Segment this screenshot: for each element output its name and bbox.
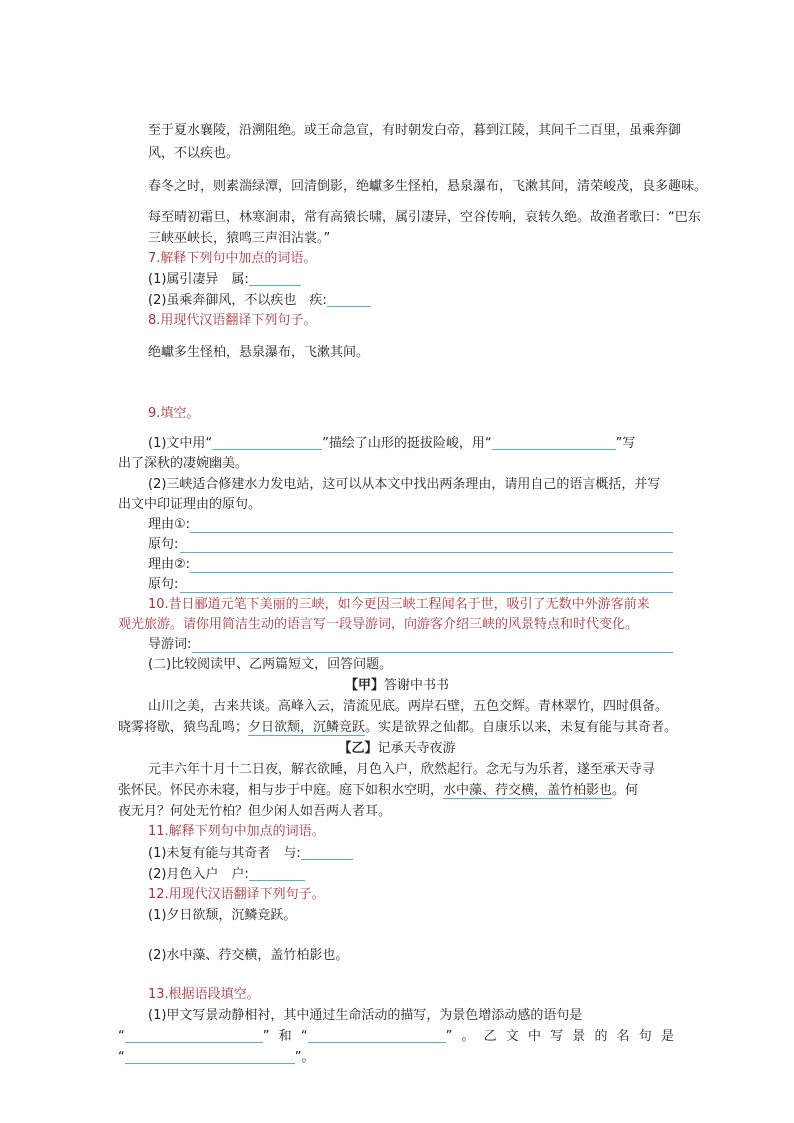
q13-line-2-b: ”和“ [262, 1029, 308, 1044]
q9-source-1-label: 原句: [148, 537, 179, 552]
q8-title: 8.用现代汉语翻译下列句子。 [148, 313, 317, 328]
yi-line-3: 夜无月？何处无竹柏？但少闲人如吾两人者耳。 [118, 804, 392, 819]
yi-mark: 【乙】 [338, 741, 378, 756]
yi-title: 记承天寺夜游 [377, 741, 456, 756]
q13-line-2 [118, 1028, 674, 1046]
yi-underlined-sentence: 水中藻、荇交横，盖竹柏影也 [443, 783, 613, 798]
q13-line-3-b: ”。 [294, 1050, 315, 1065]
q9-reason-1-line[interactable] [190, 532, 673, 533]
jia-line-2 [118, 719, 677, 737]
q9-part-2: (2)三峡适合修建水力发电站，这可以从本文中找出两条理由，请用自己的语言概括，并写 [148, 477, 661, 492]
q12-title: 12.用现代汉语翻译下列句子。 [148, 887, 325, 902]
jia-underlined-sentence: 夕日欲颓，沉鳞竞跃 [248, 720, 366, 735]
q13-line-2-c: ”。乙文中写景的名句是 [445, 1029, 674, 1044]
q10-answer-line[interactable] [192, 652, 673, 653]
q13-title: 13.根据语段填空。 [148, 987, 260, 1002]
jia-line-2-b: 。实是欲界之仙都。自康乐以来，未复有能与其奇者。 [365, 720, 678, 735]
q9-source-2-label: 原句: [148, 577, 179, 592]
passage-line-5: 三峡巫峡长，猿鸣三声泪沾裳。” [148, 231, 331, 246]
jia-line-1: 山川之美，古来共谈。高峰入云，清流见底。两岸石壁，五色交辉。青林翠竹，四时俱备。 [148, 699, 669, 714]
q12-item-2: (2)水中藻、荇交横，盖竹柏影也。 [148, 948, 349, 963]
jia-heading [0, 677, 794, 695]
q13-line-3-a: “ [118, 1050, 125, 1065]
q7-item-1-text: (1)属引凄异 属: [148, 272, 249, 287]
q9-blank-2[interactable] [492, 435, 616, 450]
q9-blank-1[interactable] [212, 435, 322, 450]
passage-line-1: 至于夏水襄陵，沿溯阻绝。或王命急宣，有时朝发白帝，暮到江陵，其间千二百里，虽乘奔御 [148, 123, 682, 138]
q9-reason-2-line[interactable] [190, 572, 673, 573]
q13-blank-2[interactable] [308, 1028, 446, 1043]
q10-line-1: 10.昔日郦道元笔下美丽的三峡，如今更因三峡工程闻名于世，吸引了无数中外游客前来 [148, 597, 650, 612]
q13-blank-3[interactable] [125, 1049, 295, 1064]
section-2-heading: (二)比较阅读甲、乙两篇短文，回答问题。 [148, 657, 393, 672]
yi-line-2 [118, 782, 638, 800]
passage-line-3: 春冬之时，则素湍绿潭，回清倒影，绝巘多生怪柏，悬泉瀑布，飞漱其间，清荣峻茂，良多趣味。 [148, 179, 708, 194]
q11-title: 11.解释下列句中加点的词语。 [148, 824, 325, 839]
q9-part-1-cont: 出了深秋的凄婉幽美。 [118, 456, 249, 471]
q11-item-1-text: (1)未复有能与其奇者 与: [148, 846, 301, 861]
q9-part-1-text-a: (1)文中用“ [148, 436, 213, 451]
q10-line-2: 观光旅游。请你用简洁生动的语言写一段导游词，向游客介绍三峡的风景特点和时代变化。 [118, 617, 639, 632]
q9-reason-1-label: 理由①: [148, 517, 191, 532]
q9-part-2-cont: 出文中印证理由的原句。 [118, 497, 262, 512]
q7-item-2 [148, 292, 371, 310]
passage-line-4: 每至晴初霜旦，林寒涧肃，常有高猿长啸，属引凄异，空谷传响，哀转久绝。故渔者歌曰：“巴东 [148, 210, 701, 225]
yi-line-1: 元丰六年十月十二日夜，解衣欲睡，月色入户，欣然起行。念无与为乐者，遂至承天寺寻 [148, 762, 656, 777]
q13-line-2-a: “ [118, 1029, 125, 1044]
passage-line-2: 风，不以疾也。 [148, 146, 240, 161]
jia-line-2-a: 晓雾将歇，猿鸟乱鸣； [118, 720, 249, 735]
q9-source-1-line[interactable] [180, 552, 673, 553]
q11-answer-2[interactable] [249, 866, 305, 881]
yi-heading [0, 740, 794, 758]
q11-answer-1[interactable] [301, 845, 353, 860]
yi-line-2-b: 。何 [612, 783, 639, 798]
yi-line-2-a: 张怀民。怀民亦未寝，相与步于中庭。庭下如积水空明， [118, 783, 444, 798]
q8-sentence: 绝巘多生怪柏，悬泉瀑布，飞漱其间。 [148, 345, 370, 360]
q11-item-2 [148, 866, 305, 884]
q9-part-1-text-b: ”描绘了山形的挺拔险峻，用“ [322, 436, 492, 451]
q13-line-1: (1)甲文写景动静相衬，其中通过生命活动的描写，为景色增添动感的语句是 [148, 1008, 583, 1023]
q7-answer-2[interactable] [327, 292, 371, 307]
q7-title: 7.解释下列句中加点的词语。 [148, 251, 317, 266]
q9-part-1 [148, 435, 635, 453]
q9-source-2-line[interactable] [180, 592, 673, 593]
q9-part-1-text-c: ”写 [615, 436, 636, 451]
q7-item-2-text: (2)虽乘奔御风，不以疾也 疾: [148, 293, 327, 308]
q9-reason-2-label: 理由②: [148, 557, 191, 572]
q11-item-1 [148, 845, 353, 863]
q10-label: 导游词: [148, 637, 192, 652]
jia-mark: 【甲】 [344, 678, 384, 693]
q13-line-3 [118, 1049, 315, 1067]
jia-title: 答谢中书书 [384, 678, 450, 693]
q12-item-1: (1)夕日欲颓，沉鳞竞跃。 [148, 908, 297, 923]
q7-item-1 [148, 271, 301, 289]
q11-item-2-text: (2)月色入户 户: [148, 867, 249, 882]
q13-blank-1[interactable] [125, 1028, 263, 1043]
q7-answer-1[interactable] [249, 271, 301, 286]
q9-title: 9.填空。 [148, 406, 200, 421]
